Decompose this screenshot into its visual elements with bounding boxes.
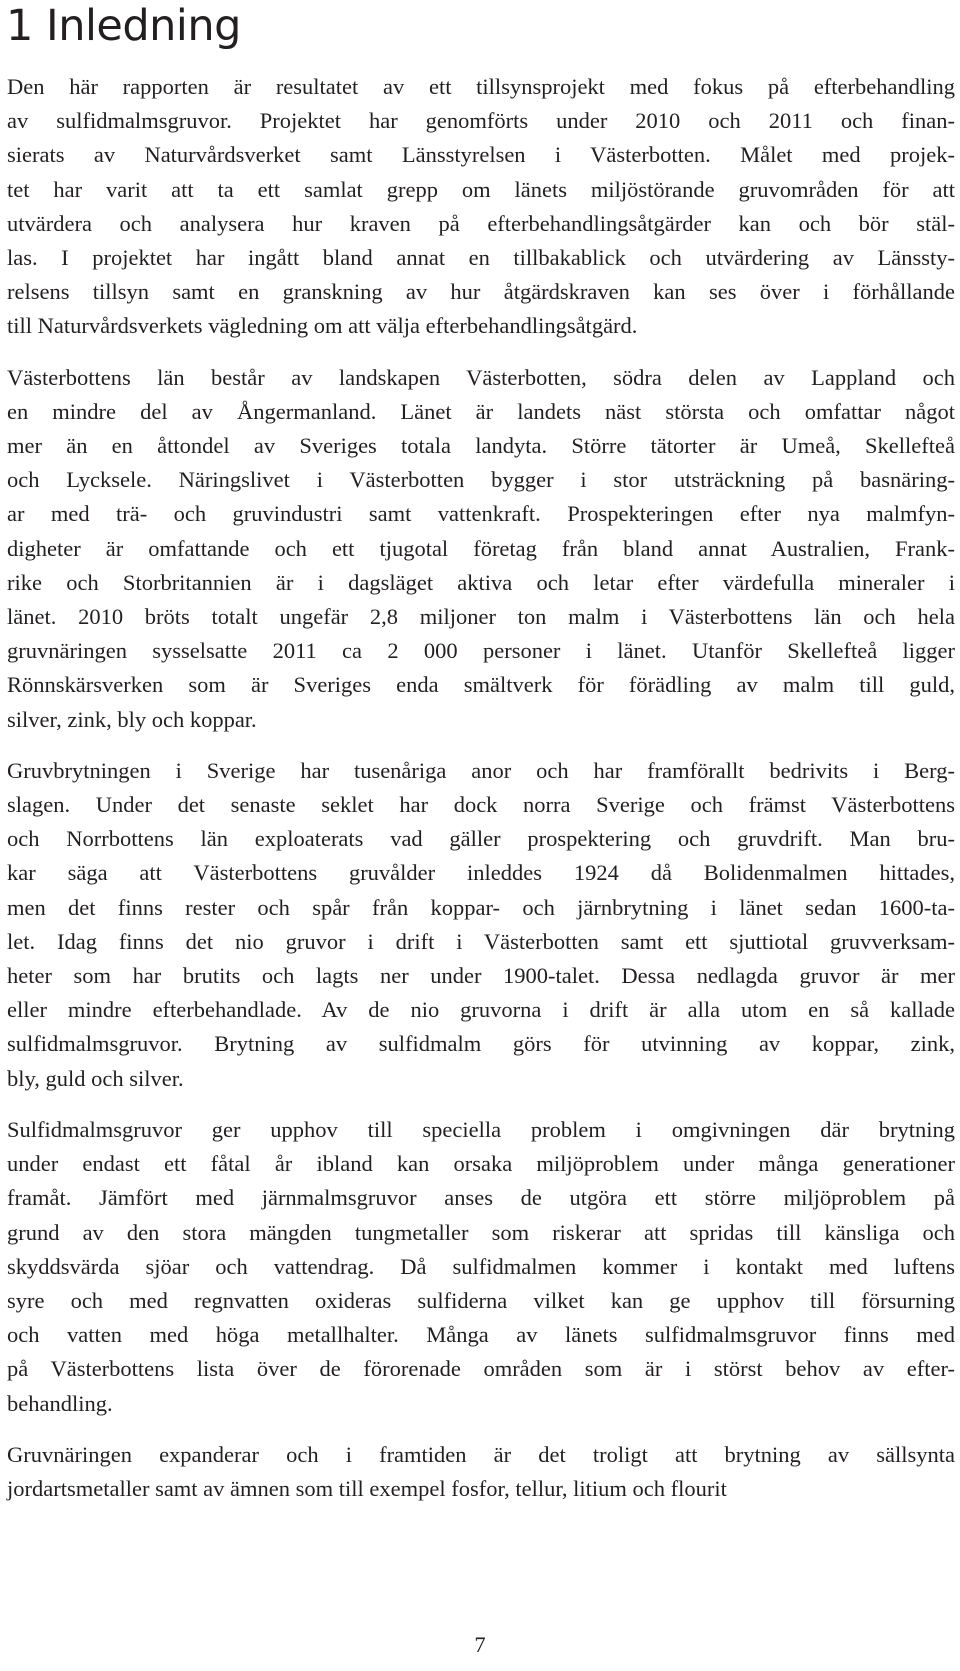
text-line: sulfidmalmsgruvor. Brytning av sulfidmalm görs för utvinning av koppar, zink, (7, 1031, 955, 1057)
text-line: mer än en åttondel av Sveriges totala landyta. Större tätorter är Umeå, Skellefteå (7, 433, 955, 459)
body-text (7, 70, 955, 1523)
paragraph-4 (7, 1113, 955, 1421)
text-line: Gruvbrytningen i Sverige har tusenåriga anor och har framförallt bedrivits i Berg- (7, 757, 955, 783)
text-line: en mindre del av Ångermanland. Länet är landets näst största och omfattar något (7, 398, 955, 424)
text-line: heter som har brutits och lagts ner under 1900-talet. Dessa nedlagda gruvor är mer (7, 963, 955, 989)
text-line: framåt. Jämfört med järnmalmsgruvor anses de utgöra ett större miljöproblem på (7, 1185, 955, 1211)
text-line: länet. 2010 bröts totalt ungefär 2,8 miljoner ton malm i Västerbottens län och hela (7, 604, 955, 630)
paragraph-3 (7, 754, 955, 1096)
text-line: Gruvnäringen expanderar och i framtiden är det troligt att brytning av sällsynta (7, 1441, 955, 1467)
text-line: sierats av Naturvårdsverket samt Länsstyrelsen i Västerbotten. Målet med projek- (7, 142, 955, 168)
text-line: Den här rapporten är resultatet av ett tillsynsprojekt med fokus på efterbehandling (7, 74, 955, 99)
text-line: las. I projektet har ingått bland annat en tillbakablick och utvärdering av Länssty- (7, 245, 955, 271)
text-line: grund av den stora mängden tungmetaller som riskerar att spridas till känsliga och (7, 1219, 955, 1245)
text-line: digheter är omfattande och ett tjugotal företag från bland annat Australien, Frank- (7, 535, 955, 561)
text-line: till Naturvårdsverkets vägledning om att välja efterbehandlingsåtgärd. (7, 313, 638, 339)
text-line: Rönnskärsverken som är Sveriges enda smältverk för förädling av malm till guld, (7, 672, 955, 698)
page-title: 1 Inledning (6, 1, 241, 51)
text-line: ar med trä- och gruvindustri samt vattenkraft. Prospekteringen efter nya malmfyn- (7, 501, 955, 527)
text-line: let. Idag finns det nio gruvor i drift i Västerbotten samt ett sjuttiotal gruvverksam- (7, 928, 955, 954)
text-line: tet har varit att ta ett samlat grepp om länets miljöstörande gruvområden för att (7, 176, 955, 202)
text-line: syre och med regnvatten oxideras sulfiderna vilket kan ge upphov till försurning (7, 1287, 955, 1313)
text-line: Sulfidmalmsgruvor ger upphov till speciella problem i omgivningen där brytning (7, 1116, 955, 1142)
text-line: slagen. Under det senaste seklet har dock norra Sverige och främst Västerbottens (7, 792, 955, 818)
text-line: relsens tillsyn samt en granskning av hur åtgärdskraven kan ses över i förhållande (7, 279, 955, 305)
text-line: eller mindre efterbehandlade. Av de nio gruvorna i drift är alla utom en så kallade (7, 997, 955, 1023)
text-line: kar säga att Västerbottens gruvålder inleddes 1924 då Bolidenmalmen hittades, (7, 860, 955, 886)
text-line: rike och Storbritannien är i dagsläget aktiva och letar efter värdefulla mineraler i (7, 569, 955, 595)
text-line: gruvnäringen sysselsatte 2011 ca 2 000 personer i länet. Utanför Skellefteå ligger (7, 638, 955, 664)
text-line: behandling. (7, 1390, 113, 1416)
text-line: och vatten med höga metallhalter. Många av länets sulfidmalmsgruvor finns med (7, 1322, 955, 1348)
text-line: Västerbottens län består av landskapen Västerbotten, södra delen av Lappland och (7, 364, 955, 390)
text-line: av sulfidmalmsgruvor. Projektet har genomförts under 2010 och 2011 och finan- (7, 108, 955, 134)
text-line: bly, guld och silver. (7, 1065, 184, 1091)
text-line: på Västerbottens lista över de förorenade områden som är i störst behov av efter- (7, 1356, 955, 1382)
text-line: under endast ett fåtal år ibland kan orsaka miljöproblem under många generationer (7, 1151, 955, 1177)
paragraph-2 (7, 361, 955, 737)
text-line: men det finns rester och spår från koppar- och järnbrytning i länet sedan 1600-ta- (7, 894, 955, 920)
text-line: och Norrbottens län exploaterats vad gäller prospektering och gruvdrift. Man bru- (7, 826, 955, 852)
text-line: silver, zink, bly och koppar. (7, 706, 257, 732)
text-line: utvärdera och analysera hur kraven på efterbehandlingsåtgärder kan och bör stäl- (7, 210, 955, 236)
paragraph-1 (7, 70, 955, 344)
text-line: och Lycksele. Näringslivet i Västerbotten bygger i stor utsträckning på basnäring- (7, 467, 955, 493)
text-line: jordartsmetaller samt av ämnen som till exempel fosfor, tellur, litium och flourit (7, 1475, 727, 1501)
paragraph-5 (7, 1438, 955, 1506)
text-line: skyddsvärda sjöar och vattendrag. Då sulfidmalmen kommer i kontakt med luftens (7, 1253, 955, 1279)
page-number: 7 (474, 1632, 486, 1657)
